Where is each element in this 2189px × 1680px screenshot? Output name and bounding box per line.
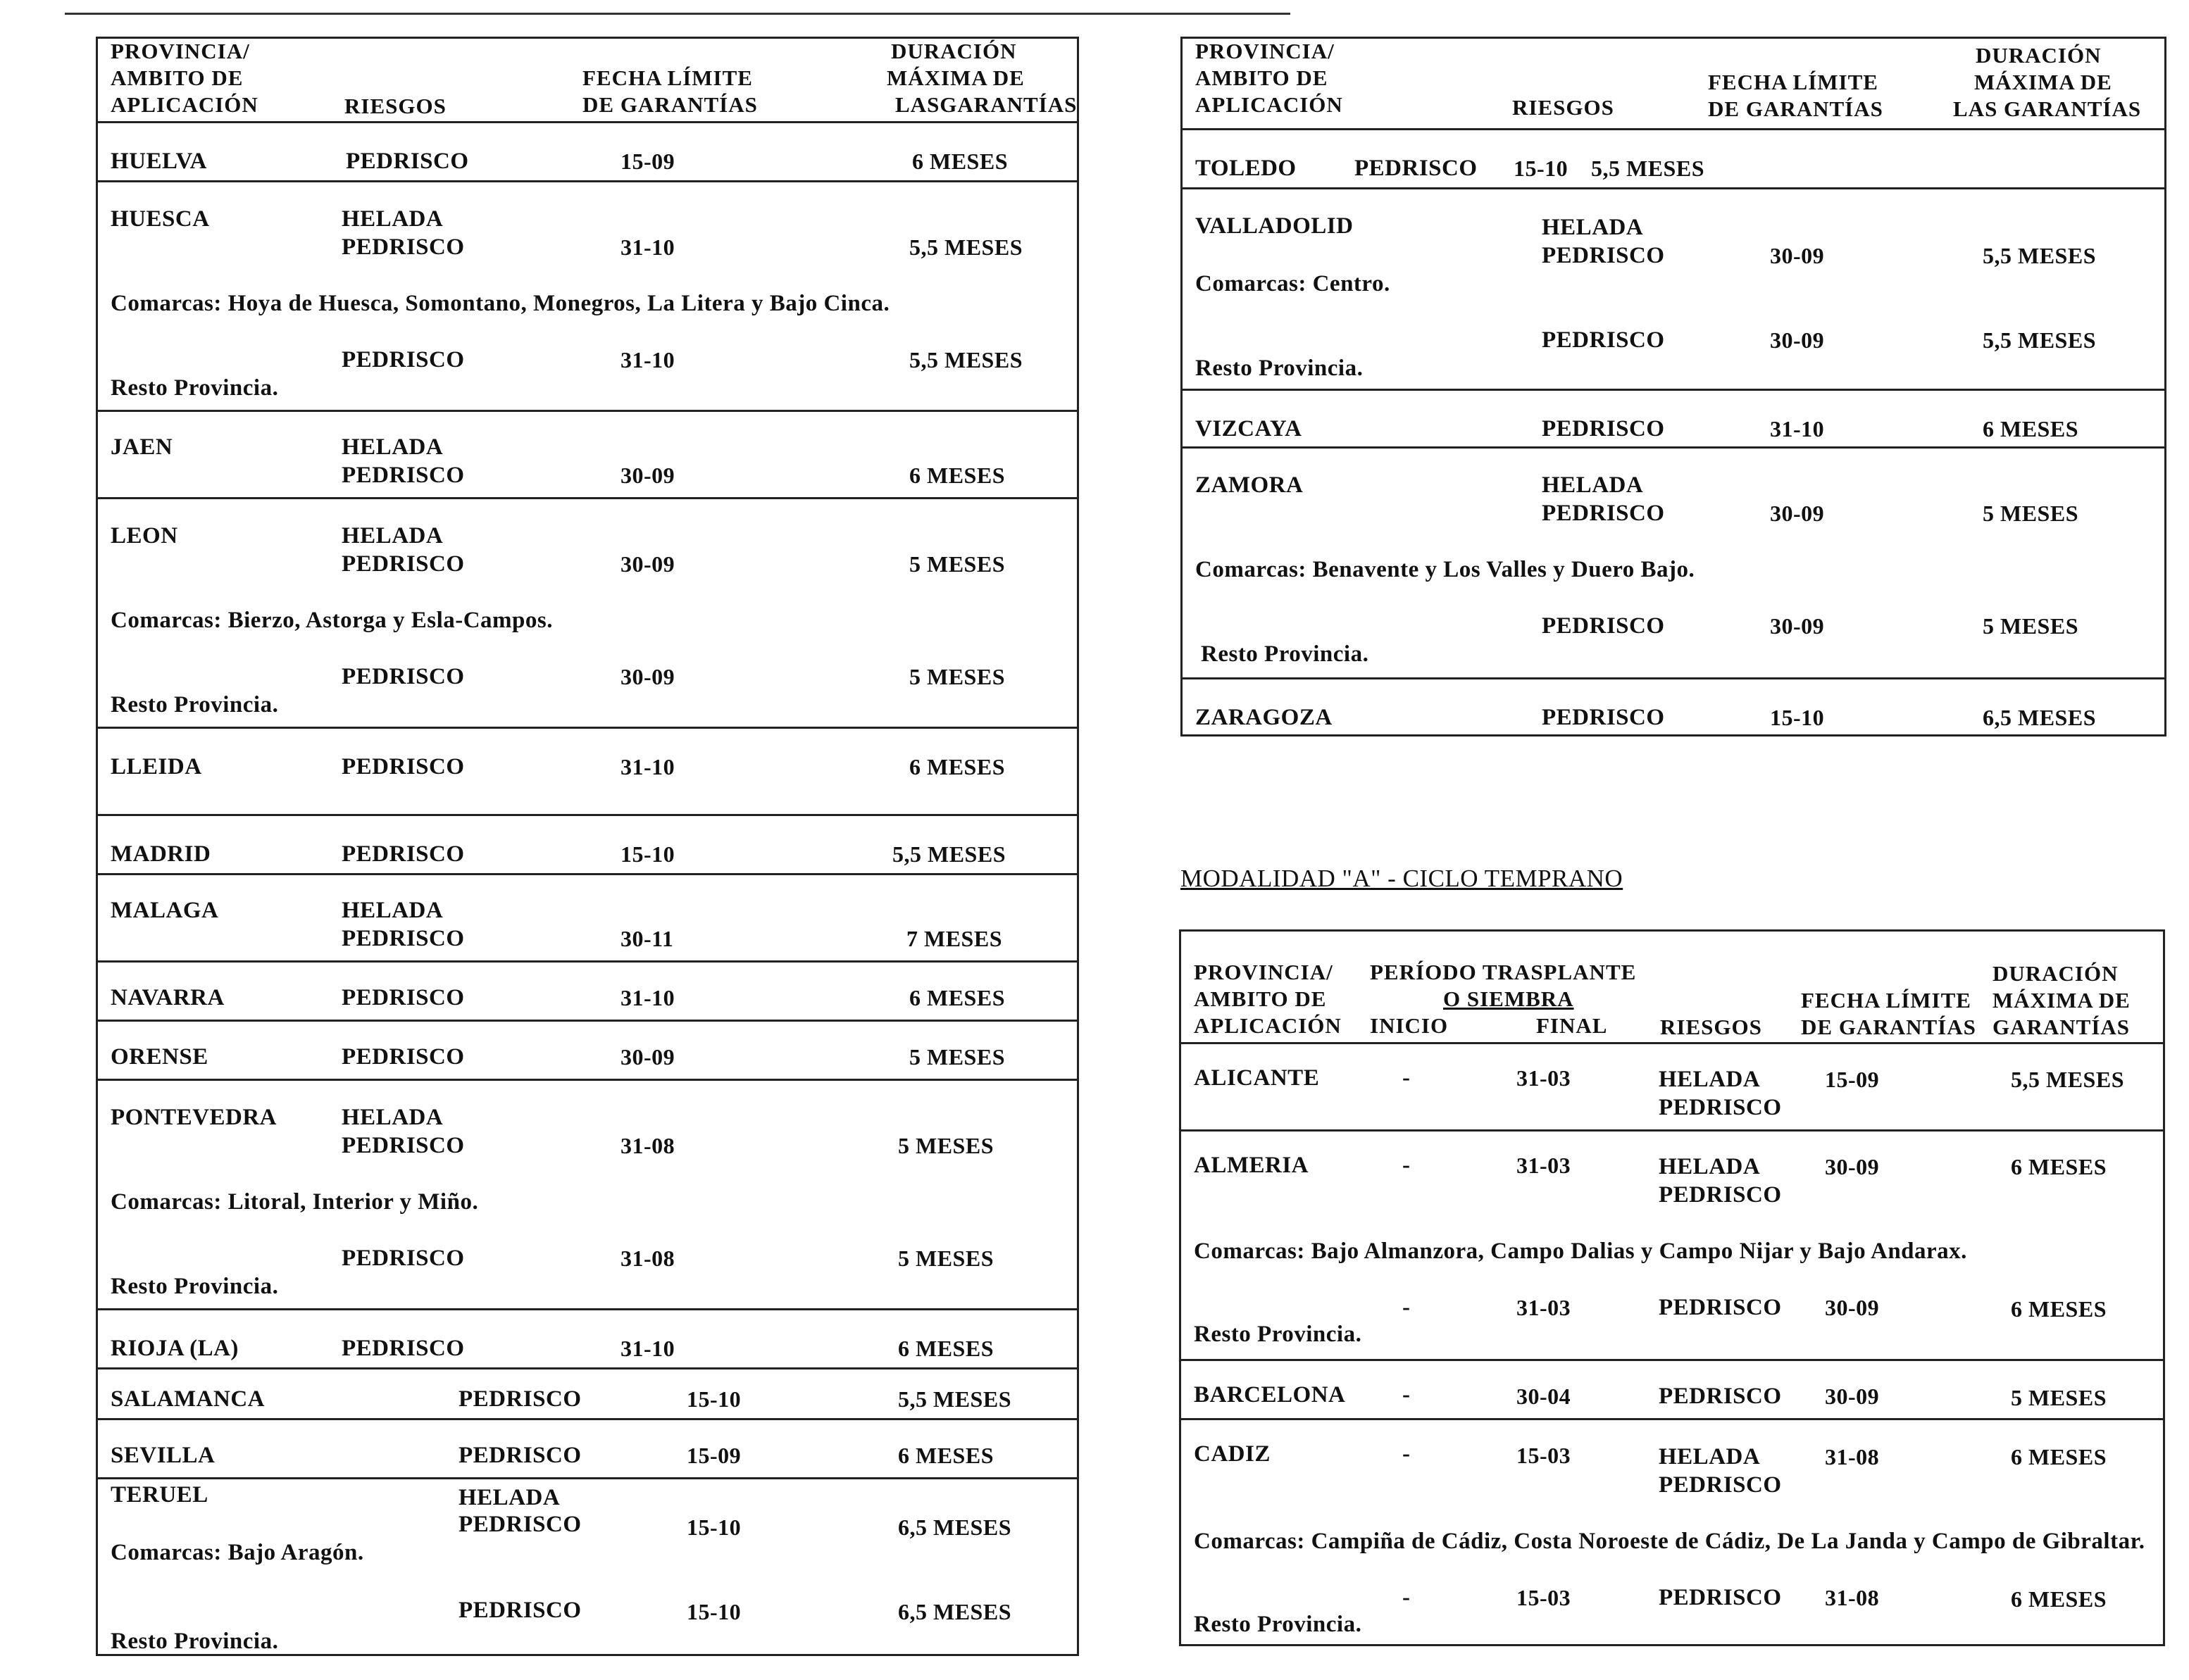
provincia: HUESCA [111, 206, 210, 232]
riesgo: PEDRISCO [1659, 1384, 1782, 1409]
duracion: 6 MESES [2011, 1586, 2107, 1612]
fecha: 30-09 [1770, 501, 1825, 526]
fecha: 30-11 [620, 926, 674, 951]
duracion: 5,5 MESES [1591, 156, 1704, 181]
fecha: 15-09 [1825, 1067, 1880, 1092]
header-provincia-1: PROVINCIA/ [1194, 960, 1333, 984]
riesgo: HELADA [1542, 215, 1644, 240]
provincia: MALAGA [111, 898, 219, 923]
table-row [98, 1420, 1077, 1479]
duracion: 6 MESES [898, 1443, 994, 1468]
header-duracion-1: DURACIÓN [891, 39, 1017, 63]
duracion: 6 MESES [909, 985, 1005, 1010]
fecha: 31-08 [1825, 1444, 1880, 1469]
duracion: 5 MESES [2011, 1385, 2107, 1410]
table-row [98, 729, 1077, 816]
duracion: 6 MESES [898, 1336, 994, 1361]
fecha: 31-10 [620, 754, 675, 779]
fecha: 30-09 [1825, 1295, 1880, 1320]
table-row [98, 412, 1077, 499]
fecha: 15-10 [687, 1386, 742, 1412]
header-duracion-1: DURACIÓN [1992, 961, 2119, 986]
riesgo: PEDRISCO [459, 1443, 582, 1468]
duracion: 5 MESES [909, 1044, 1005, 1070]
provincia: RIOJA (LA) [111, 1336, 239, 1361]
header-fecha-2: DE GARANTÍAS [1801, 1015, 1976, 1039]
table-row [98, 875, 1077, 963]
header-provincia-3: APLICACIÓN [111, 92, 258, 117]
duracion: 5,5 MESES [892, 841, 1006, 867]
duracion: 5 MESES [898, 1246, 994, 1271]
inicio: - [1402, 1441, 1411, 1467]
comarcas-note: Comarcas: Litoral, Interior y Miño. [111, 1189, 479, 1215]
header-provincia-2: AMBITO DE [1194, 986, 1327, 1011]
right-bottom-table [1179, 929, 2165, 1646]
riesgo: PEDRISCO [1542, 705, 1665, 730]
header-provincia-3: APLICACIÓN [1195, 92, 1343, 117]
riesgo: HELADA [1659, 1444, 1761, 1469]
riesgo: PEDRISCO [1659, 1585, 1782, 1610]
provincia: LEON [111, 523, 178, 548]
header-duracion-2: MÁXIMA DE [1992, 988, 2131, 1013]
inicio: - [1402, 1065, 1411, 1091]
riesgo: PEDRISCO [459, 1512, 582, 1537]
table-row [1183, 449, 2164, 679]
inicio: - [1402, 1585, 1411, 1610]
resto-provincia: Resto Provincia. [111, 692, 279, 717]
provincia: BARCELONA [1194, 1382, 1346, 1408]
duracion: 6,5 MESES [898, 1515, 1011, 1540]
table-row [1183, 391, 2164, 449]
header-duracion-3: LASGARANTÍAS [895, 92, 1078, 117]
provincia: JAEN [111, 434, 173, 460]
riesgo: PEDRISCO [342, 234, 465, 260]
riesgo: PEDRISCO [1659, 1295, 1782, 1320]
duracion: 5 MESES [1983, 501, 2078, 526]
header-riesgos: RIESGOS [344, 94, 447, 118]
duracion: 6,5 MESES [898, 1599, 1011, 1624]
fecha: 31-08 [620, 1246, 675, 1271]
provincia: VALLADOLID [1195, 213, 1354, 239]
header-duracion-1: DURACIÓN [1976, 43, 2102, 68]
riesgo: PEDRISCO [1542, 416, 1665, 441]
table-header [1181, 932, 2163, 1044]
header-duracion-2: MÁXIMA DE [887, 65, 1025, 90]
duracion: 5 MESES [1983, 613, 2078, 639]
duracion: 5,5 MESES [2011, 1067, 2124, 1092]
comarcas-note: Comarcas: Bajo Aragón. [111, 1540, 364, 1565]
riesgo: PEDRISCO [342, 926, 465, 951]
fecha: 31-10 [620, 1336, 675, 1361]
duracion: 5 MESES [909, 664, 1005, 689]
riesgo: PEDRISCO [1542, 501, 1665, 526]
resto-provincia: Resto Provincia. [1201, 641, 1369, 667]
provincia: TERUEL [111, 1482, 208, 1507]
final: 15-03 [1516, 1443, 1571, 1468]
fecha: 15-10 [1514, 156, 1569, 181]
duracion: 5,5 MESES [1983, 327, 2096, 353]
final: 15-03 [1516, 1585, 1571, 1610]
provincia: VIZCAYA [1195, 416, 1302, 441]
fecha: 31-10 [1770, 416, 1825, 441]
provincia: NAVARRA [111, 985, 225, 1010]
provincia: ORENSE [111, 1044, 208, 1070]
fecha: 30-09 [620, 463, 675, 488]
riesgo: PEDRISCO [342, 985, 465, 1010]
duracion: 5,5 MESES [1983, 243, 2096, 268]
riesgo: HELADA [342, 206, 444, 232]
provincia: PONTEVEDRA [111, 1105, 277, 1130]
comarcas-note: Comarcas: Campiña de Cádiz, Costa Noroeste de Cádiz, De La Janda y Campo de Gibraltar. [1194, 1529, 2145, 1554]
table-row [1181, 1361, 2163, 1420]
duracion: 7 MESES [906, 926, 1002, 951]
riesgo: PEDRISCO [342, 841, 465, 867]
header-provincia-2: AMBITO DE [1195, 65, 1328, 90]
left-table [96, 37, 1079, 1656]
fecha: 31-08 [620, 1133, 675, 1158]
header-provincia-1: PROVINCIA/ [111, 39, 250, 63]
fecha: 15-10 [687, 1599, 742, 1624]
duracion: 6 MESES [909, 463, 1005, 488]
riesgo: HELADA [342, 898, 444, 923]
riesgo: PEDRISCO [342, 1044, 465, 1070]
resto-provincia: Resto Provincia. [1194, 1322, 1362, 1347]
provincia: CADIZ [1194, 1441, 1271, 1467]
fecha: 15-10 [687, 1515, 742, 1540]
riesgo: PEDRISCO [1542, 613, 1665, 639]
provincia: SEVILLA [111, 1443, 216, 1468]
fecha: 15-09 [620, 149, 675, 174]
provincia: ZARAGOZA [1195, 705, 1333, 730]
resto-provincia: Resto Provincia. [1194, 1612, 1362, 1637]
inicio: - [1402, 1382, 1411, 1408]
riesgo: HELADA [342, 1105, 444, 1130]
duracion: 5,5 MESES [909, 347, 1023, 372]
riesgo: PEDRISCO [342, 754, 465, 779]
right-top-table [1180, 37, 2166, 736]
table-row [98, 499, 1077, 729]
header-fecha-1: FECHA LÍMITE [1708, 70, 1878, 94]
duracion: 6 MESES [912, 149, 1008, 174]
fecha: 30-09 [1770, 613, 1825, 639]
header-provincia-2: AMBITO DE [111, 65, 244, 90]
riesgo: PEDRISCO [1542, 327, 1665, 353]
table-row [1183, 189, 2164, 391]
header-inicio: INICIO [1370, 1013, 1449, 1038]
table-row [98, 182, 1077, 412]
provincia: MADRID [111, 841, 211, 867]
duracion: 6,5 MESES [1983, 705, 2096, 730]
resto-provincia: Resto Provincia. [1195, 356, 1364, 381]
fecha: 15-10 [1770, 705, 1825, 730]
duracion: 6 MESES [909, 754, 1005, 779]
fecha: 30-09 [1825, 1154, 1880, 1179]
fecha: 30-09 [1770, 243, 1825, 268]
table-row [98, 1479, 1077, 1658]
fecha: 15-10 [620, 841, 675, 867]
header-provincia-3: APLICACIÓN [1194, 1013, 1342, 1038]
riesgo: PEDRISCO [342, 347, 465, 372]
provincia: LLEIDA [111, 754, 202, 779]
riesgo: PEDRISCO [459, 1386, 582, 1412]
duracion: 5,5 MESES [898, 1386, 1011, 1412]
duracion: 5 MESES [898, 1133, 994, 1158]
duracion: 6 MESES [2011, 1154, 2107, 1179]
header-duracion-3: GARANTÍAS [1992, 1015, 2131, 1039]
fecha: 30-09 [1825, 1384, 1880, 1409]
riesgo: PEDRISCO [1354, 156, 1478, 181]
table-row [1181, 1044, 2163, 1132]
riesgo: PEDRISCO [342, 664, 465, 689]
provincia: HUELVA [111, 149, 207, 174]
final: 31-03 [1516, 1065, 1571, 1091]
inicio: - [1402, 1153, 1411, 1178]
fecha: 31-10 [620, 347, 675, 372]
riesgo: PEDRISCO [459, 1598, 582, 1623]
final: 30-04 [1516, 1384, 1571, 1409]
comarcas-note: Comarcas: Benavente y Los Valles y Duero Bajo. [1195, 557, 1695, 582]
header-riesgos: RIESGOS [1512, 95, 1614, 120]
duracion: 6 MESES [2011, 1296, 2107, 1322]
table-row [1183, 679, 2164, 739]
riesgo: PEDRISCO [342, 1336, 465, 1361]
section-title: MODALIDAD "A" - CICLO TEMPRANO [1180, 865, 1623, 892]
inicio: - [1402, 1295, 1411, 1320]
riesgo: HELADA [342, 523, 444, 548]
fecha: 30-09 [620, 664, 675, 689]
resto-provincia: Resto Provincia. [111, 1274, 279, 1299]
duracion: 5 MESES [909, 551, 1005, 577]
provincia: ALICANTE [1194, 1065, 1320, 1091]
table-row [98, 816, 1077, 875]
header-duracion-3: LAS GARANTÍAS [1953, 96, 2142, 121]
provincia: TOLEDO [1195, 156, 1297, 181]
riesgo: PEDRISCO [342, 463, 465, 488]
provincia: ALMERIA [1194, 1153, 1309, 1178]
riesgo: PEDRISCO [346, 149, 469, 174]
riesgo: HELADA [342, 434, 444, 460]
header-periodo-2: O SIEMBRA [1443, 986, 1574, 1011]
riesgo: PEDRISCO [342, 551, 465, 577]
top-rule [65, 13, 1290, 15]
provincia: ZAMORA [1195, 472, 1304, 498]
fecha: 31-08 [1825, 1585, 1880, 1610]
provincia: SALAMANCA [111, 1386, 265, 1412]
header-fecha-1: FECHA LÍMITE [1801, 988, 1971, 1013]
resto-provincia: Resto Provincia. [111, 375, 279, 401]
fecha: 30-09 [620, 1044, 675, 1070]
header-periodo-1: PERÍODO TRASPLANTE [1370, 960, 1637, 984]
fecha: 31-10 [620, 234, 675, 260]
comarcas-note: Comarcas: Hoya de Huesca, Somontano, Monegros, La Litera y Bajo Cinca. [111, 291, 890, 316]
riesgo: HELADA [1542, 472, 1644, 498]
riesgo: HELADA [1659, 1067, 1761, 1092]
comarcas-note: Comarcas: Bierzo, Astorga y Esla-Campos. [111, 608, 553, 633]
riesgo: PEDRISCO [1659, 1182, 1782, 1208]
duracion: 6 MESES [1983, 416, 2078, 441]
fecha: 30-09 [620, 551, 675, 577]
table-row [98, 1081, 1077, 1310]
table-row [1181, 1420, 2163, 1648]
table-row [98, 123, 1077, 182]
header-fecha-1: FECHA LÍMITE [582, 65, 753, 90]
table-header [98, 39, 1077, 123]
riesgo: PEDRISCO [1542, 243, 1665, 268]
final: 31-03 [1516, 1295, 1571, 1320]
riesgo: PEDRISCO [1659, 1095, 1782, 1120]
header-fecha-2: DE GARANTÍAS [1708, 96, 1883, 121]
table-header [1183, 39, 2164, 130]
comarcas-note: Comarcas: Centro. [1195, 271, 1390, 296]
header-duracion-2: MÁXIMA DE [1974, 70, 2112, 94]
resto-provincia: Resto Provincia. [111, 1629, 279, 1654]
riesgo: HELADA [1659, 1154, 1761, 1179]
fecha: 15-09 [687, 1443, 742, 1468]
header-final: FINAL [1536, 1013, 1608, 1038]
riesgo: PEDRISCO [1659, 1472, 1782, 1498]
riesgo: PEDRISCO [342, 1133, 465, 1158]
table-row [98, 1310, 1077, 1369]
table-row [1181, 1132, 2163, 1361]
table-row [1183, 130, 2164, 189]
header-fecha-2: DE GARANTÍAS [582, 92, 758, 117]
fecha: 31-10 [620, 985, 675, 1010]
final: 31-03 [1516, 1153, 1571, 1178]
table-row [98, 1022, 1077, 1081]
riesgo: HELADA [459, 1485, 561, 1510]
table-row [98, 1369, 1077, 1420]
table-row [98, 963, 1077, 1022]
comarcas-note: Comarcas: Bajo Almanzora, Campo Dalias y Campo Nijar y Bajo Andarax. [1194, 1239, 1967, 1264]
duracion: 5,5 MESES [909, 234, 1023, 260]
fecha: 30-09 [1770, 327, 1825, 353]
header-riesgos: RIESGOS [1660, 1015, 1762, 1039]
duracion: 6 MESES [2011, 1444, 2107, 1469]
header-provincia-1: PROVINCIA/ [1195, 39, 1335, 63]
riesgo: PEDRISCO [342, 1246, 465, 1271]
